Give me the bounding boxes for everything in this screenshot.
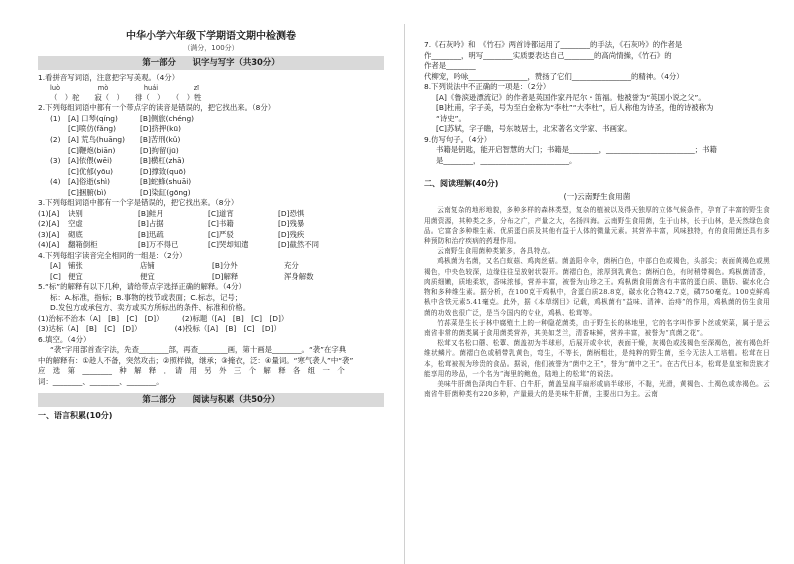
option-cell	[212, 135, 284, 146]
option-cell	[284, 167, 356, 178]
q3-option-row	[38, 240, 384, 251]
option-cell[interactable]: [B]迅疏	[138, 229, 164, 239]
q3-prompt: 3.下列每组词语中都有一个字是错误的，把它找出来。（8分）	[38, 198, 239, 208]
option-cell[interactable]: 便宜	[68, 271, 83, 281]
option-cell[interactable]: [D]残暴	[278, 219, 305, 229]
option-cell[interactable]: [C]捆腑(bì)	[68, 187, 107, 197]
option-cell[interactable]: [D]撑致(quō)	[140, 166, 186, 176]
option-cell	[50, 124, 68, 135]
option-cell[interactable]: [C]哭却知遣	[208, 240, 249, 250]
passage-paragraph: 云南野生食用菌种类繁多，各具特点。	[437, 247, 555, 256]
option-cell[interactable]: [D]挤押(kū)	[140, 124, 181, 134]
option-cell[interactable]: [D]拘留(jū)	[140, 145, 179, 155]
q7-line-2[interactable]: 作________，明写________实质要表达自己________的高尚情操，《竹石》的	[424, 50, 672, 60]
option-cell[interactable]: 铺张	[68, 261, 83, 271]
option-cell[interactable]: (2)	[50, 134, 61, 144]
option-cell[interactable]: [C]优郁(yōu)	[68, 166, 114, 176]
option-cell[interactable]: [C]书籍	[208, 219, 234, 229]
option-cell[interactable]: (1)[A]	[38, 208, 60, 218]
option-cell[interactable]: [D]残疾	[278, 229, 305, 239]
option-cell[interactable]: 诀别	[68, 208, 83, 218]
option-cell[interactable]: [D]解释	[212, 271, 239, 281]
option-cell[interactable]: [D]截然不同	[278, 240, 320, 250]
option-cell	[284, 124, 356, 135]
option-cell	[212, 114, 284, 125]
q1-answer-row[interactable]: （ ）驼 寂（ ） 徘（ ） （ ）牲	[50, 92, 202, 102]
q4-prompt: 4.下列每组字读音完全相同的一组是：（2分）	[38, 250, 187, 260]
option-cell	[284, 156, 356, 167]
q2-options	[38, 114, 384, 198]
q9-prompt: 9.仿写句子。（4分）	[424, 134, 492, 144]
option-cell[interactable]: 便宜	[140, 271, 155, 281]
option-cell[interactable]: [B]侧旅(chéng)	[140, 113, 195, 123]
option-cell[interactable]: [B]蛇蜂(shuāi)	[140, 177, 192, 187]
q6-line-1[interactable]: “袭”字用部首查字法，先查________部，再查________画，第十画是________。“袭”在字典	[50, 345, 347, 355]
option-cell	[212, 188, 284, 199]
option-cell[interactable]: [C]严驳	[208, 229, 234, 239]
q2-option-row	[38, 156, 384, 167]
reading-heading: 二、阅读理解(40分)	[424, 179, 499, 189]
q1-pinyin: luò mò huái zī	[50, 83, 200, 92]
option-cell	[212, 167, 284, 178]
option-cell[interactable]: [A] 荒鸟(huāng)	[68, 134, 125, 144]
option-cell	[50, 167, 68, 178]
q8-option-a[interactable]: [A]《鲁滨逊漂流记》的作者是英国作家丹尼尔・笛福。他被誉为“英国小说之父”。	[436, 92, 706, 102]
q7-line-1[interactable]: 7.《石灰吟》和 《竹石》两首诗都运用了________的手法，《石灰吟》的作者是	[424, 40, 683, 49]
q3-options	[38, 209, 384, 251]
option-cell[interactable]: (4)	[50, 177, 61, 187]
option-cell[interactable]: [B]鲑月	[138, 208, 164, 218]
q5-prompt: 5.“标”的解释有以下几种，请给带点字选择正确的解释。（4分）	[38, 282, 246, 292]
column-divider	[404, 24, 405, 564]
passage-body	[424, 205, 770, 399]
q2-option-row	[38, 135, 384, 146]
option-cell[interactable]: (3)[A]	[38, 229, 60, 239]
q4-option-row	[38, 261, 384, 272]
option-cell[interactable]: 充分	[284, 261, 299, 271]
option-cell	[284, 114, 356, 125]
option-cell[interactable]: [D]恐惧	[278, 208, 305, 218]
option-cell[interactable]: [A]	[50, 261, 61, 271]
option-cell[interactable]: (3)	[50, 156, 61, 166]
q2-option-row	[38, 167, 384, 178]
option-cell[interactable]: [A]依偎(wēi)	[68, 156, 113, 166]
q9-line-2[interactable]: 是________，________________________。	[436, 155, 577, 165]
q4-options	[38, 261, 384, 282]
passage-paragraph: 云南复杂的地形地貌，多种多样的森林类型，复杂的植被以及得天独厚的立体气候条件，孕育了丰富的野生食用菌资源，其种类之多，分布之广，产量之大，名扬四海。云南野生食用菌，生于山林，长于山林，是天然绿色食品。它富含多种维生素、优质蛋白质及其他有益于人体的微量元素。其营养丰富，风味独特，有的食用菌还具有多种预防和治疗疾病的药理作用。	[424, 206, 770, 245]
option-cell[interactable]: [B]占据	[138, 219, 164, 229]
q8-option-b[interactable]: [B]杜甫，字子美，号为至白金称为“李杜”“大李杜”，后人称他为诗圣，他的诗被称为	[436, 103, 714, 113]
option-cell[interactable]: [C]喷仿(fǎng)	[68, 124, 116, 134]
q6-prompt: 6.填空。（4分）	[38, 334, 91, 344]
q3-option-row	[38, 209, 384, 220]
q3-option-row	[38, 219, 384, 230]
q9-line-1[interactable]: 书籍是钥匙，能开启智慧的大门；书籍是________，________________________；书籍	[436, 145, 717, 155]
option-cell[interactable]: [D]染缸(gōng)	[140, 187, 191, 197]
option-cell	[212, 177, 284, 188]
option-cell[interactable]: 浑身解数	[284, 271, 314, 281]
q2-option-row	[38, 188, 384, 199]
option-cell	[284, 188, 356, 199]
option-cell[interactable]: [C]鞭炮(biān)	[68, 145, 116, 155]
q2-option-row	[38, 146, 384, 157]
q6-line-3[interactable]: 应 选 第 ________ 种 解 释 ． 请 用 另 外 三 个 解 释 各 组 一 个	[38, 366, 345, 376]
q8-prompt: 8.下列说法中不正确的一项是：（2分）	[424, 82, 551, 92]
option-cell[interactable]: 砌底	[68, 229, 83, 239]
option-cell[interactable]: (2)[A]	[38, 219, 60, 229]
q1-prompt: 1.看拼音写词语，注意把字写美观。（4分）	[38, 73, 180, 83]
option-cell[interactable]: [B]横杠(zhā)	[140, 156, 185, 166]
option-cell	[212, 124, 284, 135]
q2-prompt: 2.下列每组词语中都有一个带点字的读音是错误的，把它找出来。（8分）	[38, 103, 276, 113]
passage-title: (一)云南野生食用菌	[563, 191, 631, 201]
option-cell[interactable]: [B]万不得已	[138, 240, 179, 250]
option-cell	[50, 146, 68, 157]
passage-paragraph: 松茸又名松口蘑、松蕈、菌盖初为半球形，后展开或伞状，表面干燥，灰褐色或浅褐色至深褐色，被有褐色纤维状鳞片。菌褶白色或稍带乳黄色，弯生，不等长，菌柄粗壮，是纯粹的野生菌，至今无法人工培植。松茸在日本，松茸被视为珍贵的食品。据说，他们被誉为“菌中之王”，誉为“菌中之王”。在古代日本，松茸是皇室和贵族才能享用的珍品，一个名为“海里的鲍鱼，陆地上的松茸”的说法。	[424, 339, 770, 378]
exam-subtitle: （满分，100分）	[183, 44, 239, 53]
exam-title: 中华小学六年级下学期语文期中检测卷	[126, 31, 296, 42]
part2-header: 第二部分 阅读与积累（共50分）	[38, 393, 384, 407]
option-cell[interactable]: [C]	[50, 271, 61, 281]
q7-line-4[interactable]: 代柳宠，吟咏________________，赞扬了它们________________的精神。（4分）	[424, 71, 684, 81]
option-cell[interactable]: (1)	[50, 113, 61, 123]
option-cell	[284, 177, 356, 188]
option-cell[interactable]: [A]俗逝(shì)	[68, 177, 110, 187]
passage-paragraph: 竹荪菜是生长于林中腐殖土上的一种隐花菌类，由于野生长的林地里，它的名字叫作萝卜丝或荣菜，属于是云南省非常的菌类属于食用菌类营养，其美如芝兰，清香味鲜，营养丰富，被誉为“真菌之花”。	[424, 318, 770, 337]
option-cell[interactable]: [B]苦刑(kǔ)	[140, 134, 181, 144]
option-cell[interactable]: [B]分外	[212, 261, 238, 271]
passage-paragraph: 鸡枞菌为名菌，又名白蚁菇、鸡肉丝菇。菌盖阳伞伞，菌柄白色，中部白色或褐色，头部尖；表面黄褐色或黑褐色，中央色较深，边缘往往呈放射状裂开。菌褶白色，浓厚到乳黄色；菌柄白色，有时稍带褐色。鸡枞菌清香，肉质细嫩，质地柔软，香味浓郁，营养丰富，被誉为山珍之王。鸡枞菌食用菌含有丰富的蛋白质、脂肪、碳水化合物和多种维生素。据分析，在100克干鸡枞中，含蛋白质28.8克，碳水化合物42.7克，磷750毫克。100克鲜鸡枞中含铁元素5.41毫克。此外，据《本草纲目》记载，鸡枞菌有“益味、清神、治痔”的作用，鸡枞菌的仿生食用菌的功效也很广泛，是当今国内的专业，鸡枞、松茸等。	[424, 257, 770, 317]
left-column	[38, 30, 384, 422]
q2-option-row	[38, 124, 384, 135]
option-cell	[212, 146, 284, 157]
option-cell	[284, 146, 356, 157]
option-cell[interactable]: 翻箱倒柜	[68, 240, 98, 250]
option-cell[interactable]: (4)[A]	[38, 240, 60, 250]
option-cell[interactable]: 空虚	[68, 219, 83, 229]
option-cell[interactable]: [A] 口琴(qíng)	[68, 113, 118, 123]
option-cell	[284, 135, 356, 146]
q6-line-2: 中的解释有：①趁人不备，突然攻击；②照样做，继承；③掩衣，泛：④量词。“寒气袭人”中“袭”	[38, 355, 354, 365]
q2-option-row	[38, 114, 384, 125]
q5-choice-row-1[interactable]: (1)治标不治本（A] [B] [C] [D]） (2)标题（[A] [B] [C] [D]）	[38, 313, 289, 323]
passage-paragraph: 美味牛肝菌色泽肉白牛肝、白牛肝，菌盖呈扁平扇形或扁半球形，不黏，光滑，黄褐色、土褐色或赤褐色。云南省牛肝菌种类有220多种，产量最大的是美味牛肝菌，主要出口为主。云南	[424, 380, 770, 399]
q7-line-3[interactable]: 作者是________	[424, 61, 476, 71]
q5-definition-1: 标：A.标准，指标；B.事物的枝节或表面；C.标志，记号；	[50, 292, 243, 302]
option-cell[interactable]: 店铺	[140, 261, 155, 271]
option-cell	[50, 188, 68, 199]
q8-option-b-cont: “诗史”。	[436, 113, 466, 123]
right-column	[424, 40, 770, 399]
option-cell[interactable]: [C]道宵	[208, 208, 234, 218]
q5-choice-row-2[interactable]: (3)达标（A] [B] [C] [D]） (4)投标（[A] [B] [C] [D]）	[38, 324, 281, 334]
q3-option-row	[38, 230, 384, 241]
q6-line-4[interactable]: 词：________、________、________。	[38, 376, 164, 386]
option-cell	[212, 156, 284, 167]
part1-header: 第一部分 识字与写字（共30分）	[38, 56, 384, 70]
q4-option-row	[38, 272, 384, 283]
q2-option-row	[38, 177, 384, 188]
language-accumulation-heading: 一、语言积累(10分)	[38, 411, 113, 421]
q5-definition-2: D.发包方或承包方、卖方或买方所标出的条件、标准和价格。	[50, 303, 251, 313]
q8-option-c[interactable]: [C]苏轼，字子瞻，号东坡居士，北宋著名文学家、书画家。	[436, 124, 632, 134]
